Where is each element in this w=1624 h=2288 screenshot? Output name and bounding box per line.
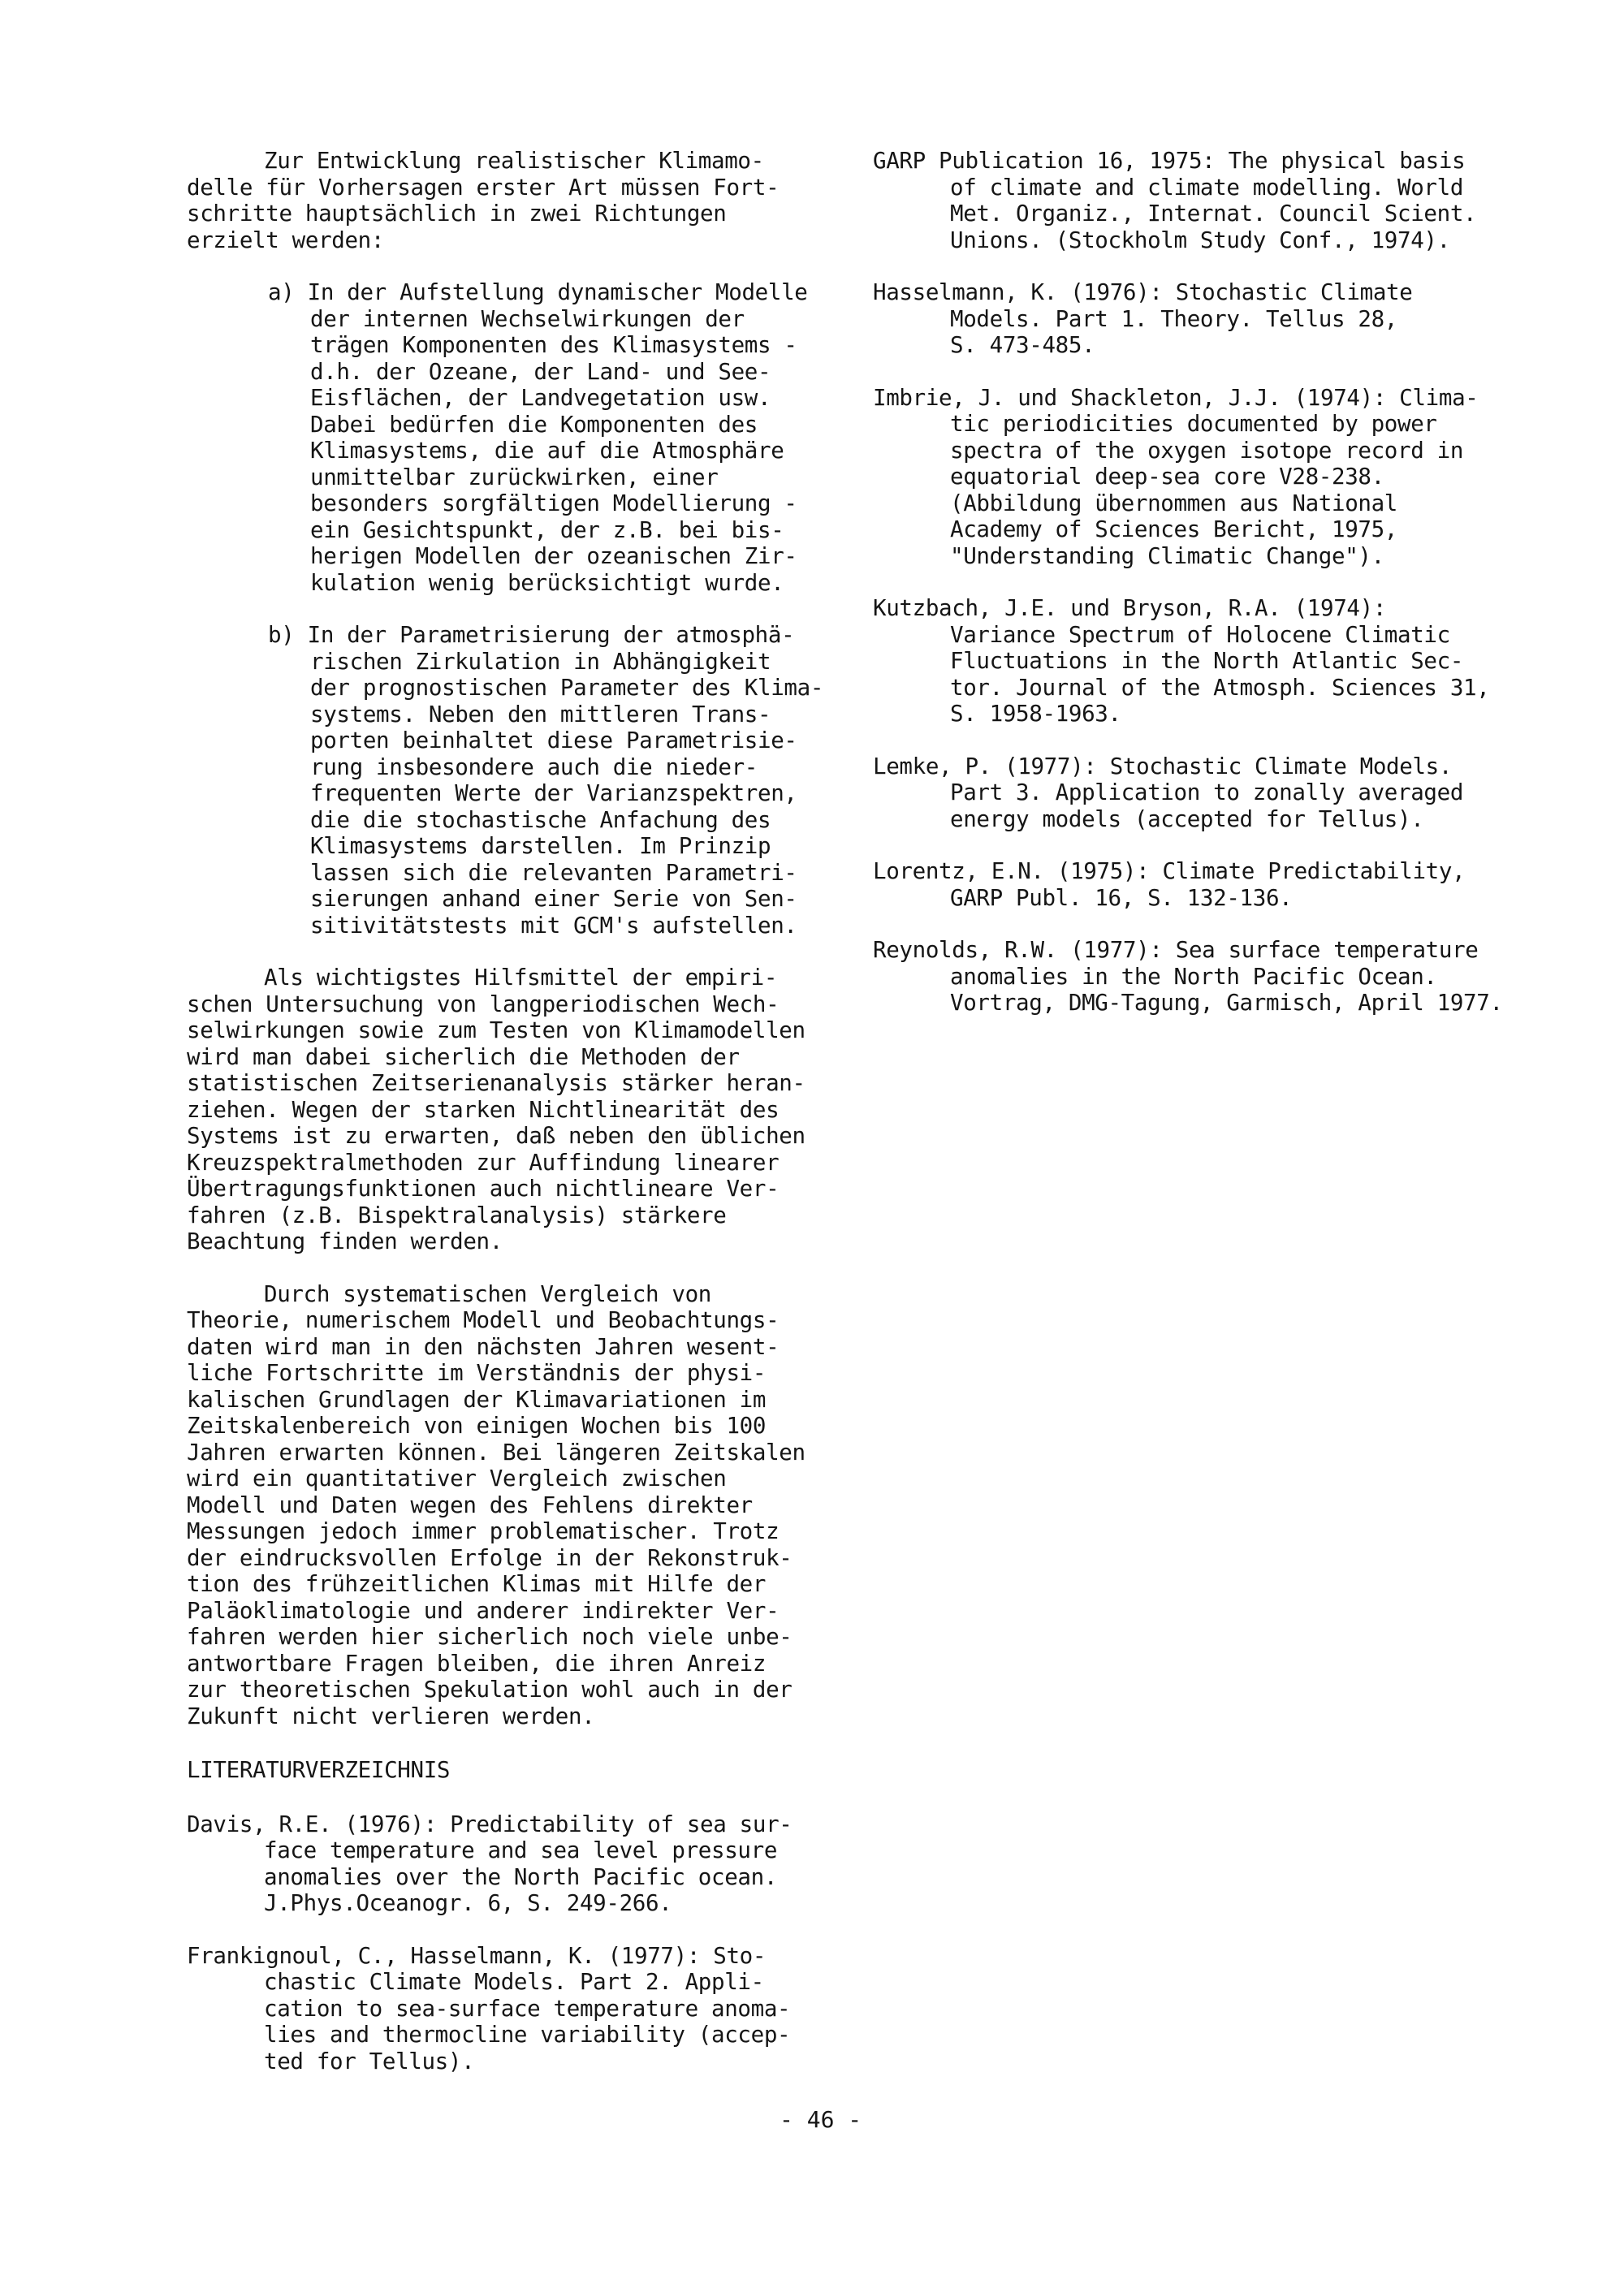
text-line: schen Untersuchung von langperiodischen Wech- <box>187 991 780 1017</box>
text-line: Part 3. Application to zonally averaged <box>950 779 1464 805</box>
reference-entry <box>873 858 1522 911</box>
text-line: GARP Publication 16, 1975: The physical basis <box>873 148 1466 174</box>
text-line: liche Fortschritte im Verständnis der physi- <box>187 1360 767 1386</box>
text-line: GARP Publ. 16, S. 132-136. <box>950 884 1293 911</box>
text-line: herigen Modellen der ozeanischen Zir- <box>310 543 797 569</box>
text-line: Vortrag, DMG-Tagung, Garmisch, April 1977. <box>950 990 1503 1016</box>
text-line: Academy of Sciences Bericht, 1975, <box>950 516 1398 542</box>
text-line: frequenten Werte der Varianzspektren, <box>310 780 797 806</box>
text-line: of climate and climate modelling. World <box>950 174 1464 201</box>
text-line: Davis, R.E. (1976): Predictability of sea sur- <box>187 1811 793 1837</box>
left-column <box>187 148 828 2074</box>
text-line: (Abbildung übernommen aus National <box>950 490 1398 516</box>
text-line: Zukunft nicht verlieren werden. <box>187 1703 595 1729</box>
text-line: Unions. (Stockholm Study Conf., 1974). <box>950 227 1450 253</box>
text-line: schritte hauptsächlich in zwei Richtungen <box>187 201 727 227</box>
text-line: die die stochastische Anfachung des <box>310 806 771 833</box>
text-line: Models. Part 1. Theory. Tellus 28, <box>950 305 1398 332</box>
text-line: tor. Journal of the Atmosph. Sciences 31, <box>950 674 1490 701</box>
reference-entry <box>873 753 1522 833</box>
bibliography-heading: LITERATURVERZEICHNIS <box>187 1757 451 1783</box>
text-line: daten wird man in den nächsten Jahren wesent- <box>187 1333 780 1360</box>
text-line: Kutzbach, J.E. und Bryson, R.A. (1974): <box>873 595 1387 621</box>
text-line: trägen Komponenten des Klimasystems - <box>310 332 797 358</box>
text-line <box>268 279 828 306</box>
text-line: ziehen. Wegen der starken Nichtlinearität des <box>187 1096 780 1123</box>
page-number: - 46 - <box>780 2106 862 2133</box>
text-line: Fluctuations in the North Atlantic Sec- <box>950 648 1464 674</box>
text-line: chastic Climate Models. Part 2. Appli- <box>264 1969 764 1995</box>
reference-entry <box>187 1943 828 2075</box>
text-line: Übertragungsfunktionen auch nichtlineare Ver- <box>187 1176 780 1202</box>
text-line: S. 1958-1963. <box>950 701 1121 727</box>
text-line: Durch systematischen Vergleich von <box>264 1280 712 1307</box>
list-marker: b) <box>268 622 295 648</box>
text-line: systems. Neben den mittleren Trans- <box>310 701 771 727</box>
text-line: besonders sorgfältigen Modellierung - <box>310 490 797 516</box>
text-line: Dabei bedürfen die Komponenten des <box>310 411 758 438</box>
paragraph-2 <box>187 965 828 1255</box>
reference-entry <box>873 148 1522 253</box>
list-item-text: In der Aufstellung dynamischer Modelle <box>307 279 808 305</box>
text-line: Eisflächen, der Landvegetation usw. <box>310 385 771 411</box>
text-line: kulation wenig berücksichtigt wurde. <box>310 569 784 596</box>
text-line: Hasselmann, K. (1976): Stochastic Climate <box>873 279 1413 305</box>
text-line: energy models (accepted for Tellus). <box>950 805 1424 832</box>
list-item-b <box>268 622 828 939</box>
text-line: tic periodicities documented by power <box>950 411 1437 437</box>
text-line: wird man dabei sicherlich die Methoden der <box>187 1043 740 1070</box>
reference-entry <box>873 279 1522 359</box>
text-line: fahren werden hier sicherlich noch viele unbe- <box>187 1624 793 1650</box>
text-line: J.Phys.Oceanogr. 6, S. 249-266. <box>264 1890 672 1916</box>
reference-entry <box>873 385 1522 570</box>
text-line: Paläoklimatologie und anderer indirekter Ver- <box>187 1597 780 1624</box>
text-line: erzielt werden: <box>187 227 385 253</box>
text-line: cation to sea-surface temperature anoma- <box>264 1995 791 2022</box>
text-line: anomalies in the North Pacific Ocean. <box>950 963 1437 990</box>
text-line: porten beinhaltet diese Parametrisie- <box>310 727 797 753</box>
text-line: d.h. der Ozeane, der Land- und See- <box>310 358 771 385</box>
paragraph-3 <box>187 1281 828 1730</box>
text-line: Lorentz, E.N. (1975): Climate Predictability, <box>873 858 1466 884</box>
text-line: Beachtung finden werden. <box>187 1228 503 1254</box>
text-line: der prognostischen Parameter des Klima- <box>310 675 824 701</box>
text-line: S. 473-485. <box>950 332 1095 358</box>
text-line: tion des frühzeitlichen Klimas mit Hilfe der <box>187 1571 767 1597</box>
text-line: Theorie, numerischem Modell und Beobachtungs- <box>187 1307 780 1333</box>
text-line: Frankignoul, C., Hasselmann, K. (1977): Sto- <box>187 1942 767 1969</box>
text-line: lies and thermocline variability (accep- <box>264 2022 791 2048</box>
text-line: wird ein quantitativer Vergleich zwischen <box>187 1466 727 1492</box>
text-line: der eindrucksvollen Erfolge in der Rekonstruk- <box>187 1544 793 1571</box>
text-line: Met. Organiz., Internat. Council Scient. <box>950 201 1477 227</box>
text-line: kalischen Grundlagen der Klimavariationen im <box>187 1386 767 1413</box>
text-line: zur theoretischen Spekulation wohl auch in der <box>187 1677 793 1703</box>
list-marker: a) <box>268 279 295 305</box>
reference-entry <box>187 1811 828 1917</box>
list-item-a <box>268 279 828 596</box>
text-line: face temperature and sea level pressure <box>264 1837 778 1863</box>
intro-paragraph <box>187 148 828 253</box>
reference-entry <box>873 595 1522 727</box>
text-line: delle für Vorhersagen erster Art müssen Fort- <box>187 174 780 201</box>
text-line: lassen sich die relevanten Parametri- <box>310 859 797 886</box>
text-line: sitivitätstests mit GCM's aufstellen. <box>310 912 797 939</box>
text-line: Klimasystems, die auf die Atmosphäre <box>310 438 784 464</box>
text-line: anomalies over the North Pacific ocean. <box>264 1863 778 1890</box>
text-line: statistischen Zeitserienanalysis stärker heran- <box>187 1070 806 1096</box>
text-line: der internen Wechselwirkungen der <box>310 305 745 332</box>
text-line: rischen Zirkulation in Abhängigkeit <box>310 648 771 675</box>
text-line: Variance Spectrum of Holocene Climatic <box>950 621 1450 648</box>
text-line: Kreuzspektralmethoden zur Auffindung linearer <box>187 1149 780 1176</box>
text-line: Klimasystems darstellen. Im Prinzip <box>310 833 771 859</box>
text-line: Zeitskalenbereich von einigen Wochen bis 100 <box>187 1413 767 1439</box>
text-line: Imbrie, J. und Shackleton, J.J. (1974): Clima- <box>873 384 1479 411</box>
text-line: Reynolds, R.W. (1977): Sea surface temperature <box>873 937 1479 963</box>
text-line: antwortbare Fragen bleiben, die ihren Anreiz <box>187 1650 767 1677</box>
reference-entry <box>873 937 1522 1017</box>
text-line: Messungen jedoch immer problematischer. Trotz <box>187 1518 780 1544</box>
text-line: rung insbesondere auch die nieder- <box>310 753 758 780</box>
text-line: Zur Entwicklung realistischer Klimamo- <box>264 148 764 174</box>
text-line: equatorial deep-sea core V28-238. <box>950 464 1384 490</box>
right-column <box>873 148 1522 1017</box>
list-item-text: In der Parametrisierung der atmosphä- <box>307 622 795 648</box>
text-line: selwirkungen sowie zum Testen von Klimamodellen <box>187 1017 806 1043</box>
text-line: ein Gesichtspunkt, der z.B. bei bis- <box>310 516 784 543</box>
text-line: ted for Tellus). <box>264 2048 475 2074</box>
text-line: Modell und Daten wegen des Fehlens direkter <box>187 1492 753 1518</box>
text-line: Jahren erwarten können. Bei längeren Zeitskalen <box>187 1439 806 1466</box>
text-line: unmittelbar zurückwirken, einer <box>310 464 719 490</box>
text-line: fahren (z.B. Bispektralanalysis) stärkere <box>187 1202 727 1228</box>
text-line: Systems ist zu erwarten, daß neben den üblichen <box>187 1123 806 1149</box>
text-line: Lemke, P. (1977): Stochastic Climate Models. <box>873 753 1453 779</box>
text-line: sierungen anhand einer Serie von Sen- <box>310 886 797 912</box>
text-line: "Understanding Climatic Change"). <box>950 542 1384 569</box>
text-line: spectra of the oxygen isotope record in <box>950 437 1464 464</box>
text-line: Als wichtigstes Hilfsmittel der empiri- <box>264 965 778 991</box>
text-line <box>268 622 828 649</box>
